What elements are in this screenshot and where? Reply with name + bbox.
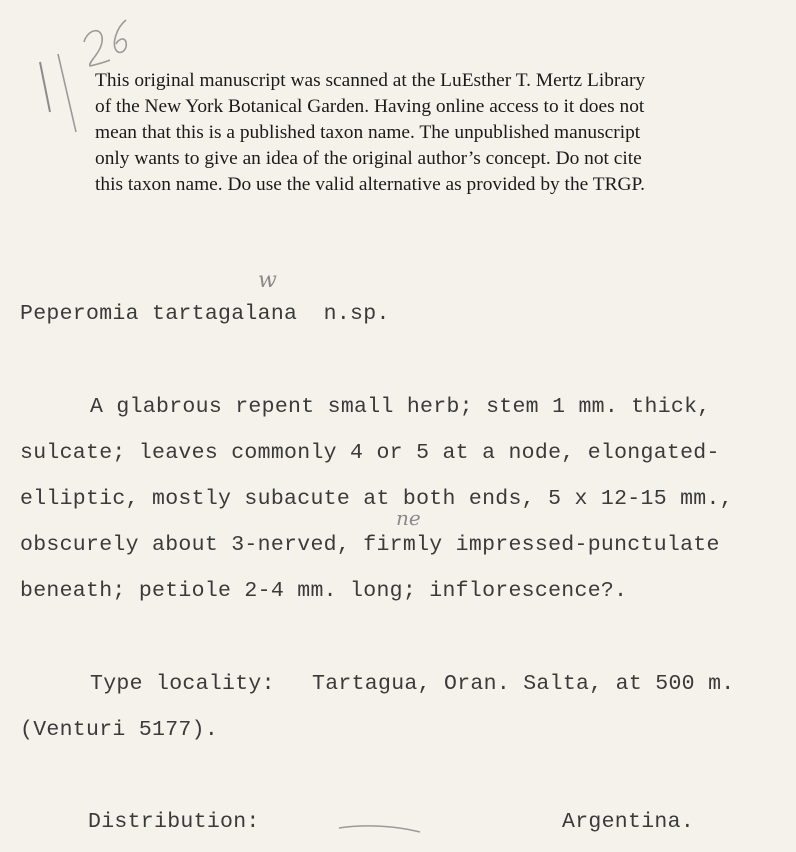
notice-line: this taxon name. Do use the valid alternative as provided by the TRGP. bbox=[95, 174, 646, 195]
description-line: beneath; petiole 2-4 mm. long; inflorescence?. bbox=[20, 579, 628, 603]
type-locality-value: Tartagua, Oran. Salta, at 500 m. bbox=[312, 672, 735, 696]
description-line: A glabrous repent small herb; stem 1 mm. thick, bbox=[90, 395, 711, 419]
type-specimen: (Venturi 5177). bbox=[20, 718, 219, 742]
type-locality-label: Type locality: bbox=[90, 672, 275, 696]
description-line: obscurely about 3-nerved, firmly impressed-punctulate bbox=[20, 533, 720, 557]
notice-line: of the New York Botanical Garden. Having online access to it does not bbox=[95, 96, 645, 117]
notice-line: This original manuscript was scanned at the LuEsther T. Mertz Library bbox=[95, 70, 646, 91]
notice-line: only wants to give an idea of the original author’s concept. Do not cite bbox=[95, 148, 642, 169]
title-insertion-annotation: w bbox=[258, 268, 277, 293]
scan-notice bbox=[95, 68, 755, 198]
species-title: Peperomia tartagalana n.sp. bbox=[20, 302, 390, 326]
notice-line: mean that this is a published taxon name. The unpublished manuscript bbox=[95, 122, 641, 143]
distribution-label: Distribution: bbox=[88, 810, 260, 834]
description-line: elliptic, mostly subacute at both ends, 5 x 12-15 mm., bbox=[20, 487, 733, 511]
distribution-dash bbox=[336, 818, 426, 838]
text-insertion-annotation: ne bbox=[396, 506, 421, 530]
description-line: sulcate; leaves commonly 4 or 5 at a node, elongated- bbox=[20, 441, 720, 465]
distribution-value: Argentina. bbox=[562, 810, 695, 834]
